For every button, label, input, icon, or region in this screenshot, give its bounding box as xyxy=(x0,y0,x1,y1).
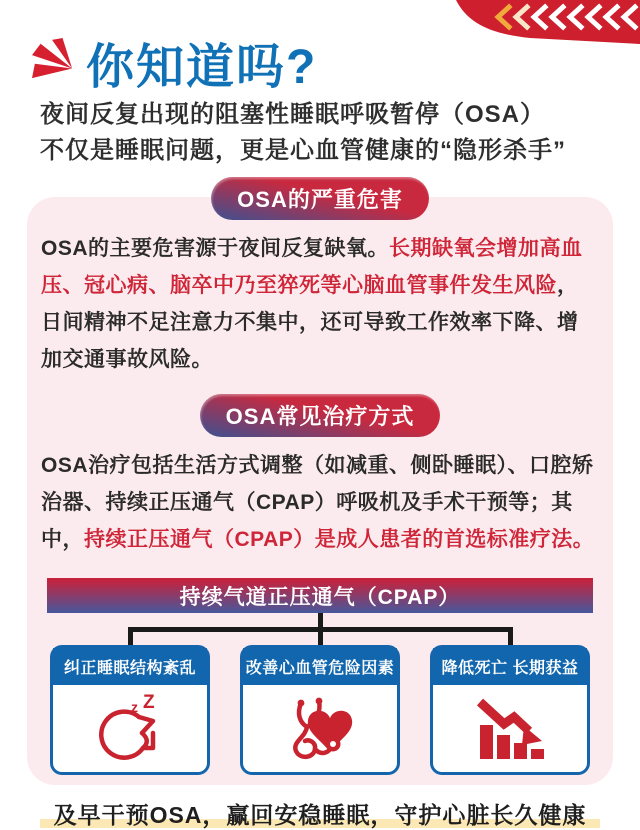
intro-line-2: 不仅是睡眠问题，更是心血管健康的“隐形杀手” xyxy=(40,137,566,164)
tree-connector xyxy=(27,613,613,645)
harm-text-highlight: 长期缺氧会增加高血压、冠心病、脑卒中乃至猝死等心脑血管事件发生风险 xyxy=(41,237,583,297)
treatment-section-badge xyxy=(200,394,441,437)
benefit-boxes xyxy=(27,645,613,775)
harm-paragraph xyxy=(41,230,599,378)
harm-badge-label: OSA的严重危害 xyxy=(237,187,403,212)
connector-line xyxy=(128,627,133,645)
harm-section-badge xyxy=(211,177,429,220)
benefit-box-cardio xyxy=(240,645,400,775)
content-panel xyxy=(27,187,613,828)
treatment-text-highlight: 持续正压通气（CPAP）是成人患者的首选标准疗法。 xyxy=(84,528,595,551)
footer-message xyxy=(27,797,613,830)
benefit-box-mortality xyxy=(430,645,590,775)
connector-line xyxy=(318,613,323,628)
connector-line xyxy=(318,627,323,645)
harm-text-normal: OSA的主要危害源于夜间反复缺氧。 xyxy=(41,237,390,260)
connector-line xyxy=(508,627,513,645)
treatment-paragraph xyxy=(41,447,599,558)
cpap-banner: 持续气道正压通气（CPAP） xyxy=(47,578,593,613)
sleeping-face-icon xyxy=(93,691,167,761)
treatment-text-normal: OSA治疗包括生活方式调整（如减重、侧卧睡眠）、口腔矫治器、持续正压通气（CPAP）呼吸机及手术干预等；其中， xyxy=(41,454,594,551)
corner-chevrons-decoration xyxy=(450,0,640,46)
benefit-box-title: 降低死亡 长期获益 xyxy=(433,648,587,685)
benefit-box-title: 改善心血管危险因素 xyxy=(243,648,397,685)
treatment-badge-label: OSA常见治疗方式 xyxy=(225,404,415,429)
intro-text xyxy=(40,97,600,169)
benefit-box-title: 纠正睡眠结构紊乱 xyxy=(53,648,207,685)
svg-text:Z: Z xyxy=(143,691,155,713)
heart-stethoscope-icon xyxy=(284,694,356,764)
declining-chart-icon xyxy=(474,697,546,761)
harm-text-normal-tail: ，日间精神不足注意力不集中，还可导致工作效率下降、增加交通事故风险。 xyxy=(41,274,579,371)
footer-highlighted-text: 及早干预OSA，赢回安稳睡眠，守护心脏长久健康 xyxy=(40,802,601,828)
benefit-box-sleep xyxy=(50,645,210,775)
page-title: 你知道吗? xyxy=(86,41,318,94)
svg-text:z: z xyxy=(131,698,138,715)
flash-rays-icon xyxy=(30,38,76,80)
intro-line-1: 夜间反复出现的阻塞性睡眠呼吸暂停（OSA） xyxy=(40,101,546,128)
